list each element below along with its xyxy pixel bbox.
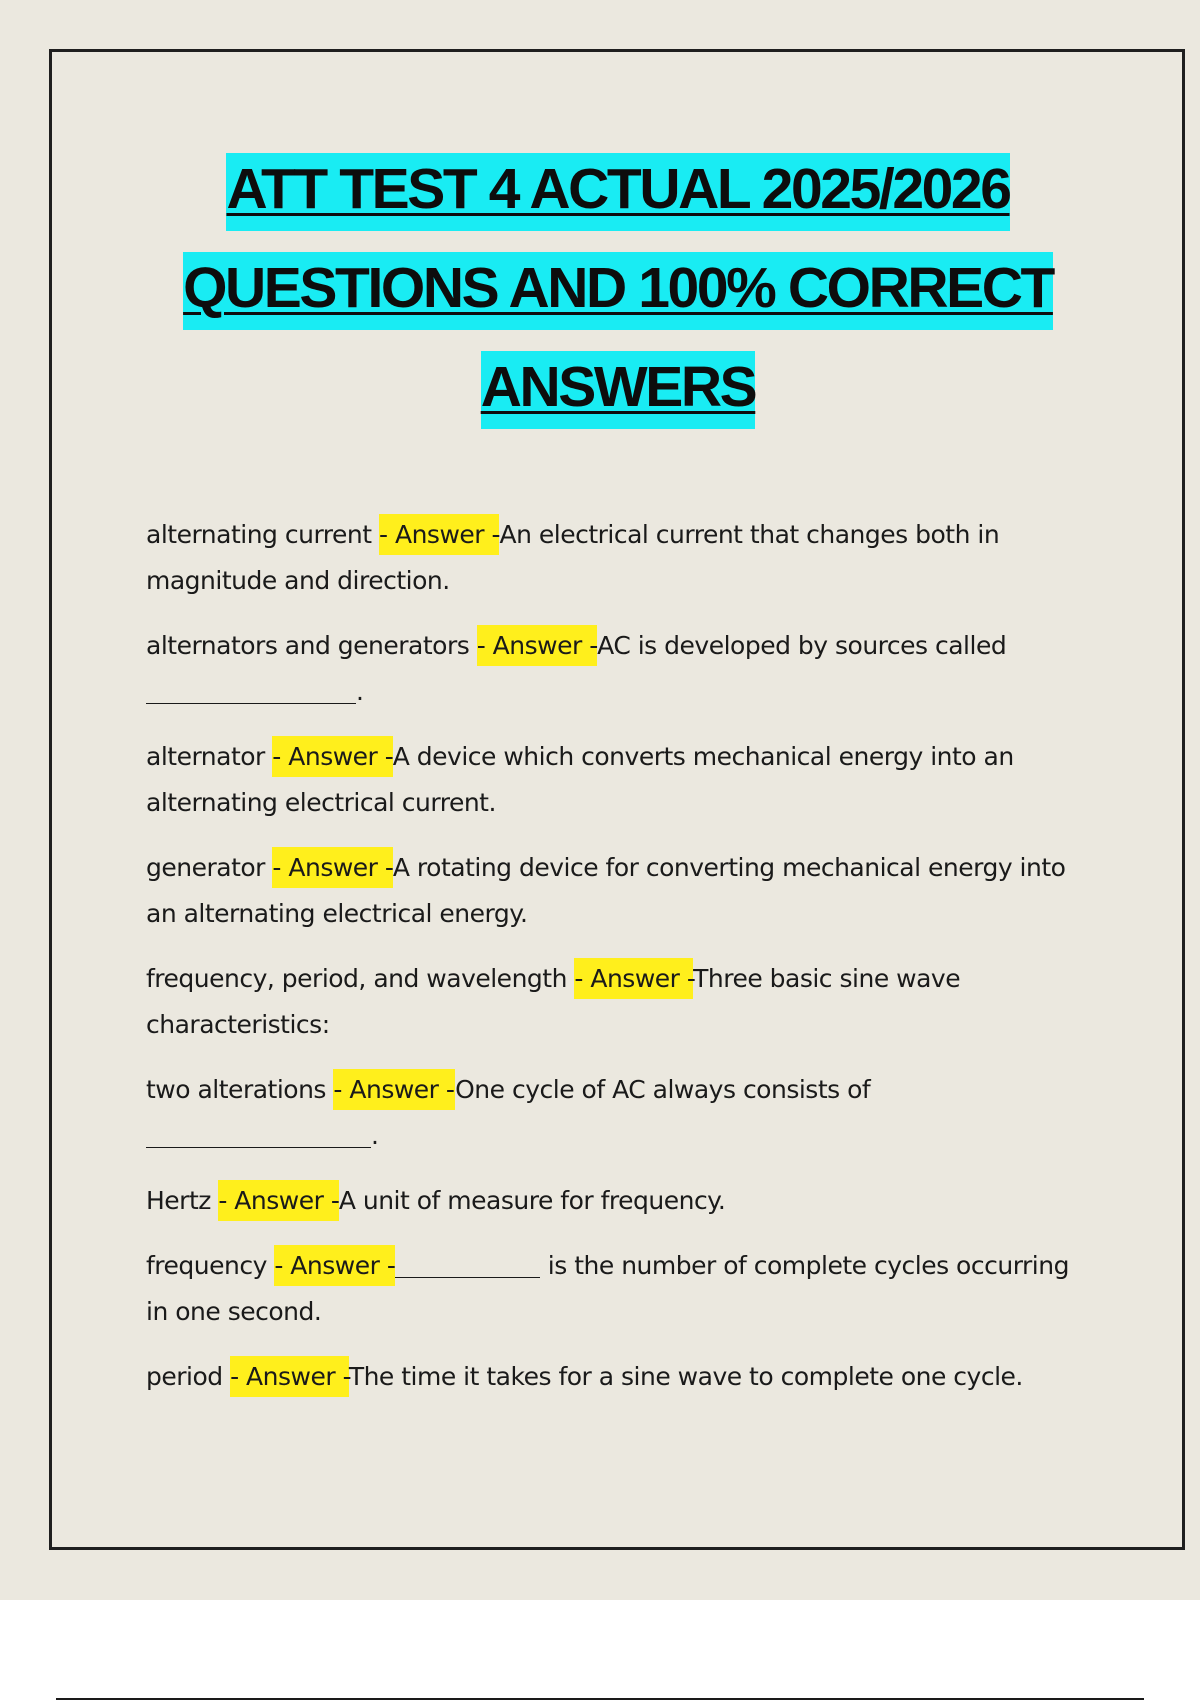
answer-tag: - Answer - [477,625,597,666]
answer-tag: - Answer - [274,1245,395,1286]
answer-tag: - Answer - [379,514,499,555]
title-line [0,140,1200,239]
qa-answer: is the number of complete cycles occurring in one second. [146,1251,1069,1326]
title-line-text: QUESTIONS AND 100% CORRECT [183,252,1053,330]
qa-item [146,1178,1096,1224]
answer-tag: - Answer - [218,1180,338,1221]
qa-answer: A rotating device for converting mechanical energy into an alternating electrical energy. [146,853,1066,928]
qa-answer: An electrical current that changes both in magnitude and direction. [146,520,1000,595]
qa-item [146,623,1096,715]
answer-tag: - Answer - [333,1069,455,1110]
document-title [0,140,1200,437]
qa-term: period [146,1362,231,1391]
qa-answer: The time it takes for a sine wave to complete one cycle. [348,1362,1023,1391]
title-line-text: ATT TEST 4 ACTUAL 2025/2026 [226,153,1009,231]
qa-item [146,1067,1096,1159]
qa-list [146,512,1096,1419]
qa-answer: Three basic sine wave characteristics: [146,964,961,1039]
answer-tag: - Answer - [574,958,693,999]
qa-term: alternating current [146,520,379,549]
qa-answer: AC is developed by sources called [597,631,1007,660]
qa-item [146,956,1096,1048]
title-line [0,239,1200,338]
qa-item [146,512,1096,604]
answer-tag: - Answer - [272,847,392,888]
qa-term: two alterations [146,1075,334,1104]
answer-tag: - Answer - [230,1356,349,1397]
qa-answer: One cycle of AC always consists of [455,1075,871,1104]
qa-term: alternators and generators [146,631,477,660]
qa-term: alternator [146,742,273,771]
fill-in-blank [146,677,356,704]
fill-in-blank [146,1121,371,1148]
title-line-text: ANSWERS [481,351,756,429]
fill-in-blank [395,1251,540,1278]
qa-answer-end: . [371,1121,379,1150]
answer-tag: - Answer - [272,736,392,777]
qa-item [146,845,1096,937]
qa-term: Hertz [146,1186,219,1215]
qa-answer: A device which converts mechanical energy into an alternating electrical current. [146,742,1014,817]
qa-item [146,1354,1096,1400]
qa-item [146,734,1096,826]
qa-term: frequency, period, and wavelength [146,964,575,993]
qa-item [146,1243,1096,1335]
qa-term: frequency [146,1251,275,1280]
title-line [0,338,1200,437]
qa-answer: A unit of measure for frequency. [338,1186,726,1215]
qa-term: generator [146,853,273,882]
qa-answer-end: . [356,677,364,706]
